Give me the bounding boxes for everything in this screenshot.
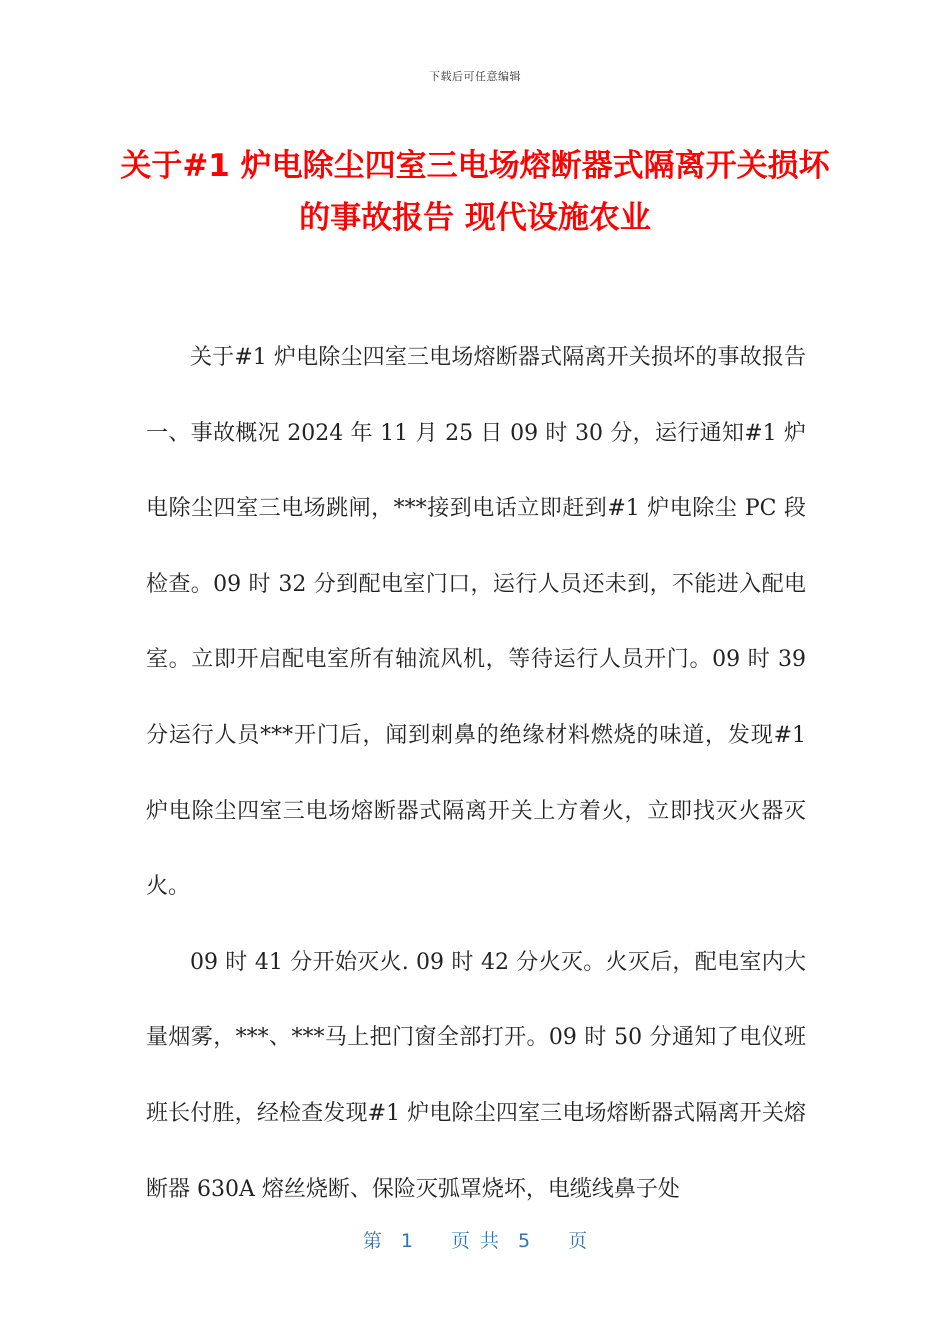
paragraph: 关于#1 炉电除尘四室三电场熔断器式隔离开关损坏的事故报告一、事故概况 2024 年 11 月 25 日 09 时 30 分，运行通知#1 炉电除尘四室三电场跳闸，***接到电话立即赶到#1 炉电除尘 PC 段检查。09 时 32 分到配电室门口，运行人员还未到，不能进入配电室。立即开启配电室所有轴流风机，等待运行人员开门。09 时 39 分运行人员***开门后，闻到刺鼻的绝缘材料燃烧的味道，发现#1 炉电除尘四室三电场熔断器式隔离开关上方着火，立即找灭火器灭火。	[146, 345, 806, 900]
document-title: 关于#1 炉电除尘四室三电场熔断器式隔离开关损坏的事故报告 现代设施农业	[120, 148, 830, 236]
document-body	[146, 320, 806, 1227]
paragraph: 09 时 41 分开始灭火. 09 时 42 分火灭。火灭后，配电室内大量烟雾，***、***马上把门窗全部打开。09 时 50 分通知了电仪班班长付胜，经检查发现#1 炉电除尘四室三电场熔断器式隔离开关熔断器 630A 熔丝烧断、保险灭弧罩烧坏，电缆线鼻子处	[146, 949, 806, 1202]
page-number-footer	[0, 1226, 950, 1253]
page-number-label: 第 1 页 共 5 页	[362, 1230, 588, 1252]
header-note: 下载后可任意编辑	[429, 70, 521, 83]
